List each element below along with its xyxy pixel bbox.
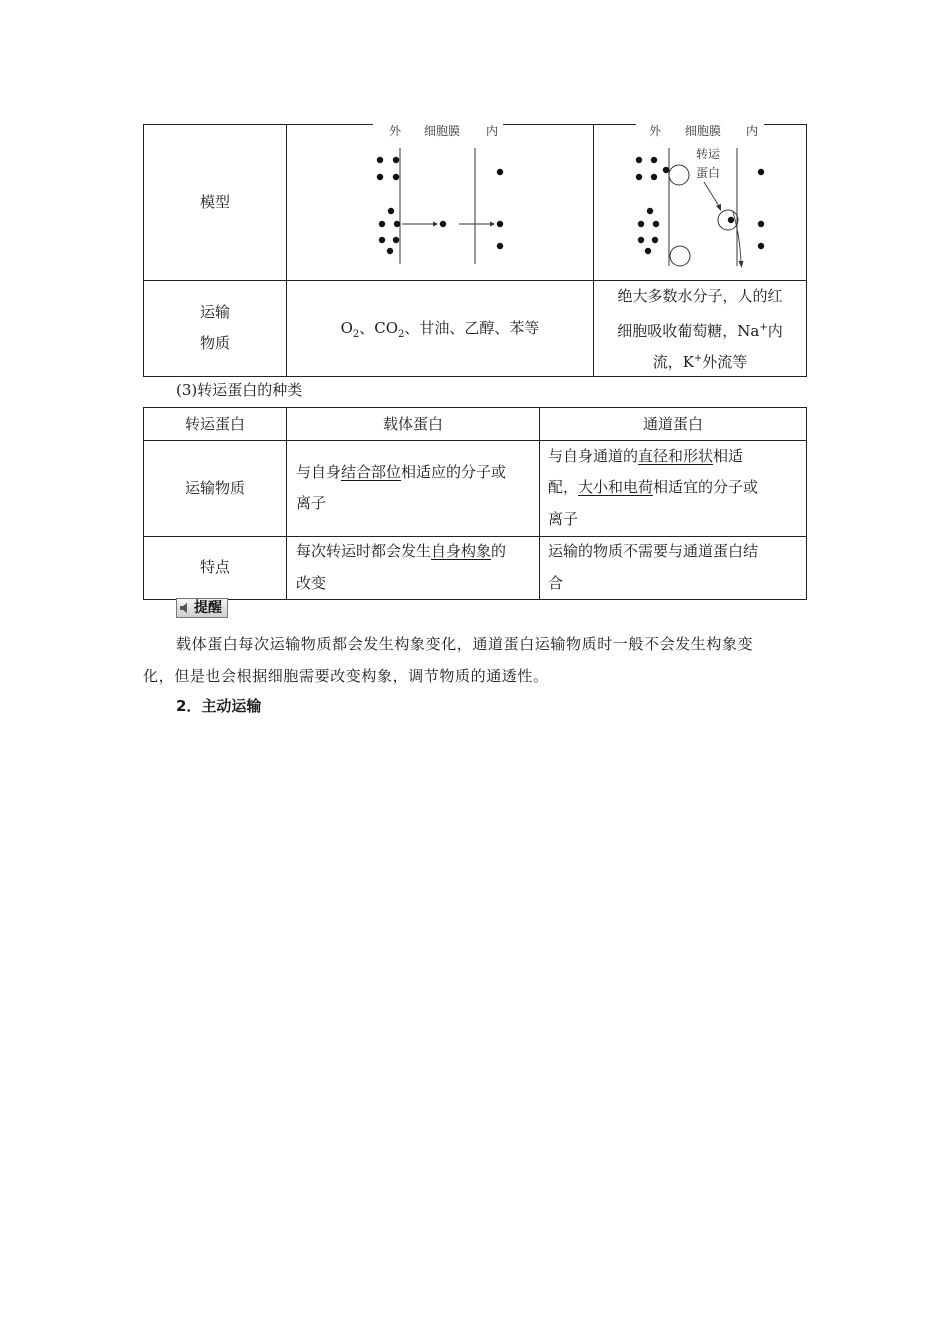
diagram-in-label: 内	[485, 124, 499, 138]
diagram-out-label: 外	[648, 124, 662, 138]
header-transport-protein: 转运蛋白	[184, 415, 245, 433]
simple-substances-text: $O_2$、$CO_2$、甘油、乙醇、苯等	[340, 319, 540, 340]
header-carrier-protein: 载体蛋白	[382, 415, 443, 433]
channel-features-line2: 合	[548, 574, 564, 592]
carrier-substances-line2: 离子	[296, 494, 327, 512]
molecule-dots	[377, 157, 503, 254]
transport-protein-top	[669, 165, 689, 185]
channel-features-line1: 运输的物质不需要与通道蛋白结	[548, 542, 759, 560]
row-label-features: 特点	[199, 558, 230, 576]
section-3-title: (3)转运蛋白的种类	[176, 381, 303, 399]
channel-substances-line1: 与自身通道的直径和形状相适	[548, 447, 744, 465]
transport-protein-label-line2: 蛋白	[695, 166, 721, 180]
section-2-heading: 2．主动运输	[176, 697, 262, 715]
protein-diffusion-diagram	[594, 118, 806, 280]
protein-substances-line1: 绝大多数水分子，人的红	[617, 287, 783, 305]
tip-label: 提醒	[194, 600, 222, 616]
header-channel-protein: 通道蛋白	[642, 415, 703, 433]
row-label-transport-line1: 运输	[199, 303, 230, 321]
tip-badge	[176, 598, 228, 618]
diagram-in-label: 内	[745, 124, 759, 138]
label-pointer-arrow	[704, 182, 719, 206]
transport-protein-label-line1: 转运	[695, 147, 721, 161]
speaker-icon	[180, 603, 190, 613]
carrier-substances-line1: 与自身结合部位相适应的分子或	[296, 463, 507, 481]
tip-paragraph-line1: 载体蛋白每次运输物质都会发生构象变化，通道蛋白运输物质时一般不会发生构象变	[176, 635, 754, 653]
channel-substances-line3: 离子	[548, 510, 579, 528]
diagram-out-label: 外	[388, 124, 402, 138]
row-label-substances: 运输物质	[184, 479, 245, 497]
transport-protein-bottom	[670, 246, 690, 266]
row-label-model: 模型	[199, 193, 230, 211]
diagram-membrane-label: 细胞膜	[684, 124, 722, 138]
protein-substances-line3: 流，K+外流等	[652, 353, 748, 371]
tip-paragraph-line2: 化，但是也会根据细胞需要改变构象，调节物质的通透性。	[143, 667, 549, 685]
channel-substances-line2: 配，大小和电荷相适宜的分子或	[548, 478, 759, 496]
simple-diffusion-diagram	[287, 118, 593, 280]
carrier-features-line2: 改变	[296, 574, 327, 592]
carrier-features-line1: 每次转运时都会发生自身构象的	[296, 542, 507, 560]
row-label-transport-line2: 物质	[199, 334, 230, 352]
protein-substances-line2: 细胞吸收葡萄糖，Na+内	[617, 322, 783, 340]
diagram-membrane-label: 细胞膜	[423, 124, 461, 138]
